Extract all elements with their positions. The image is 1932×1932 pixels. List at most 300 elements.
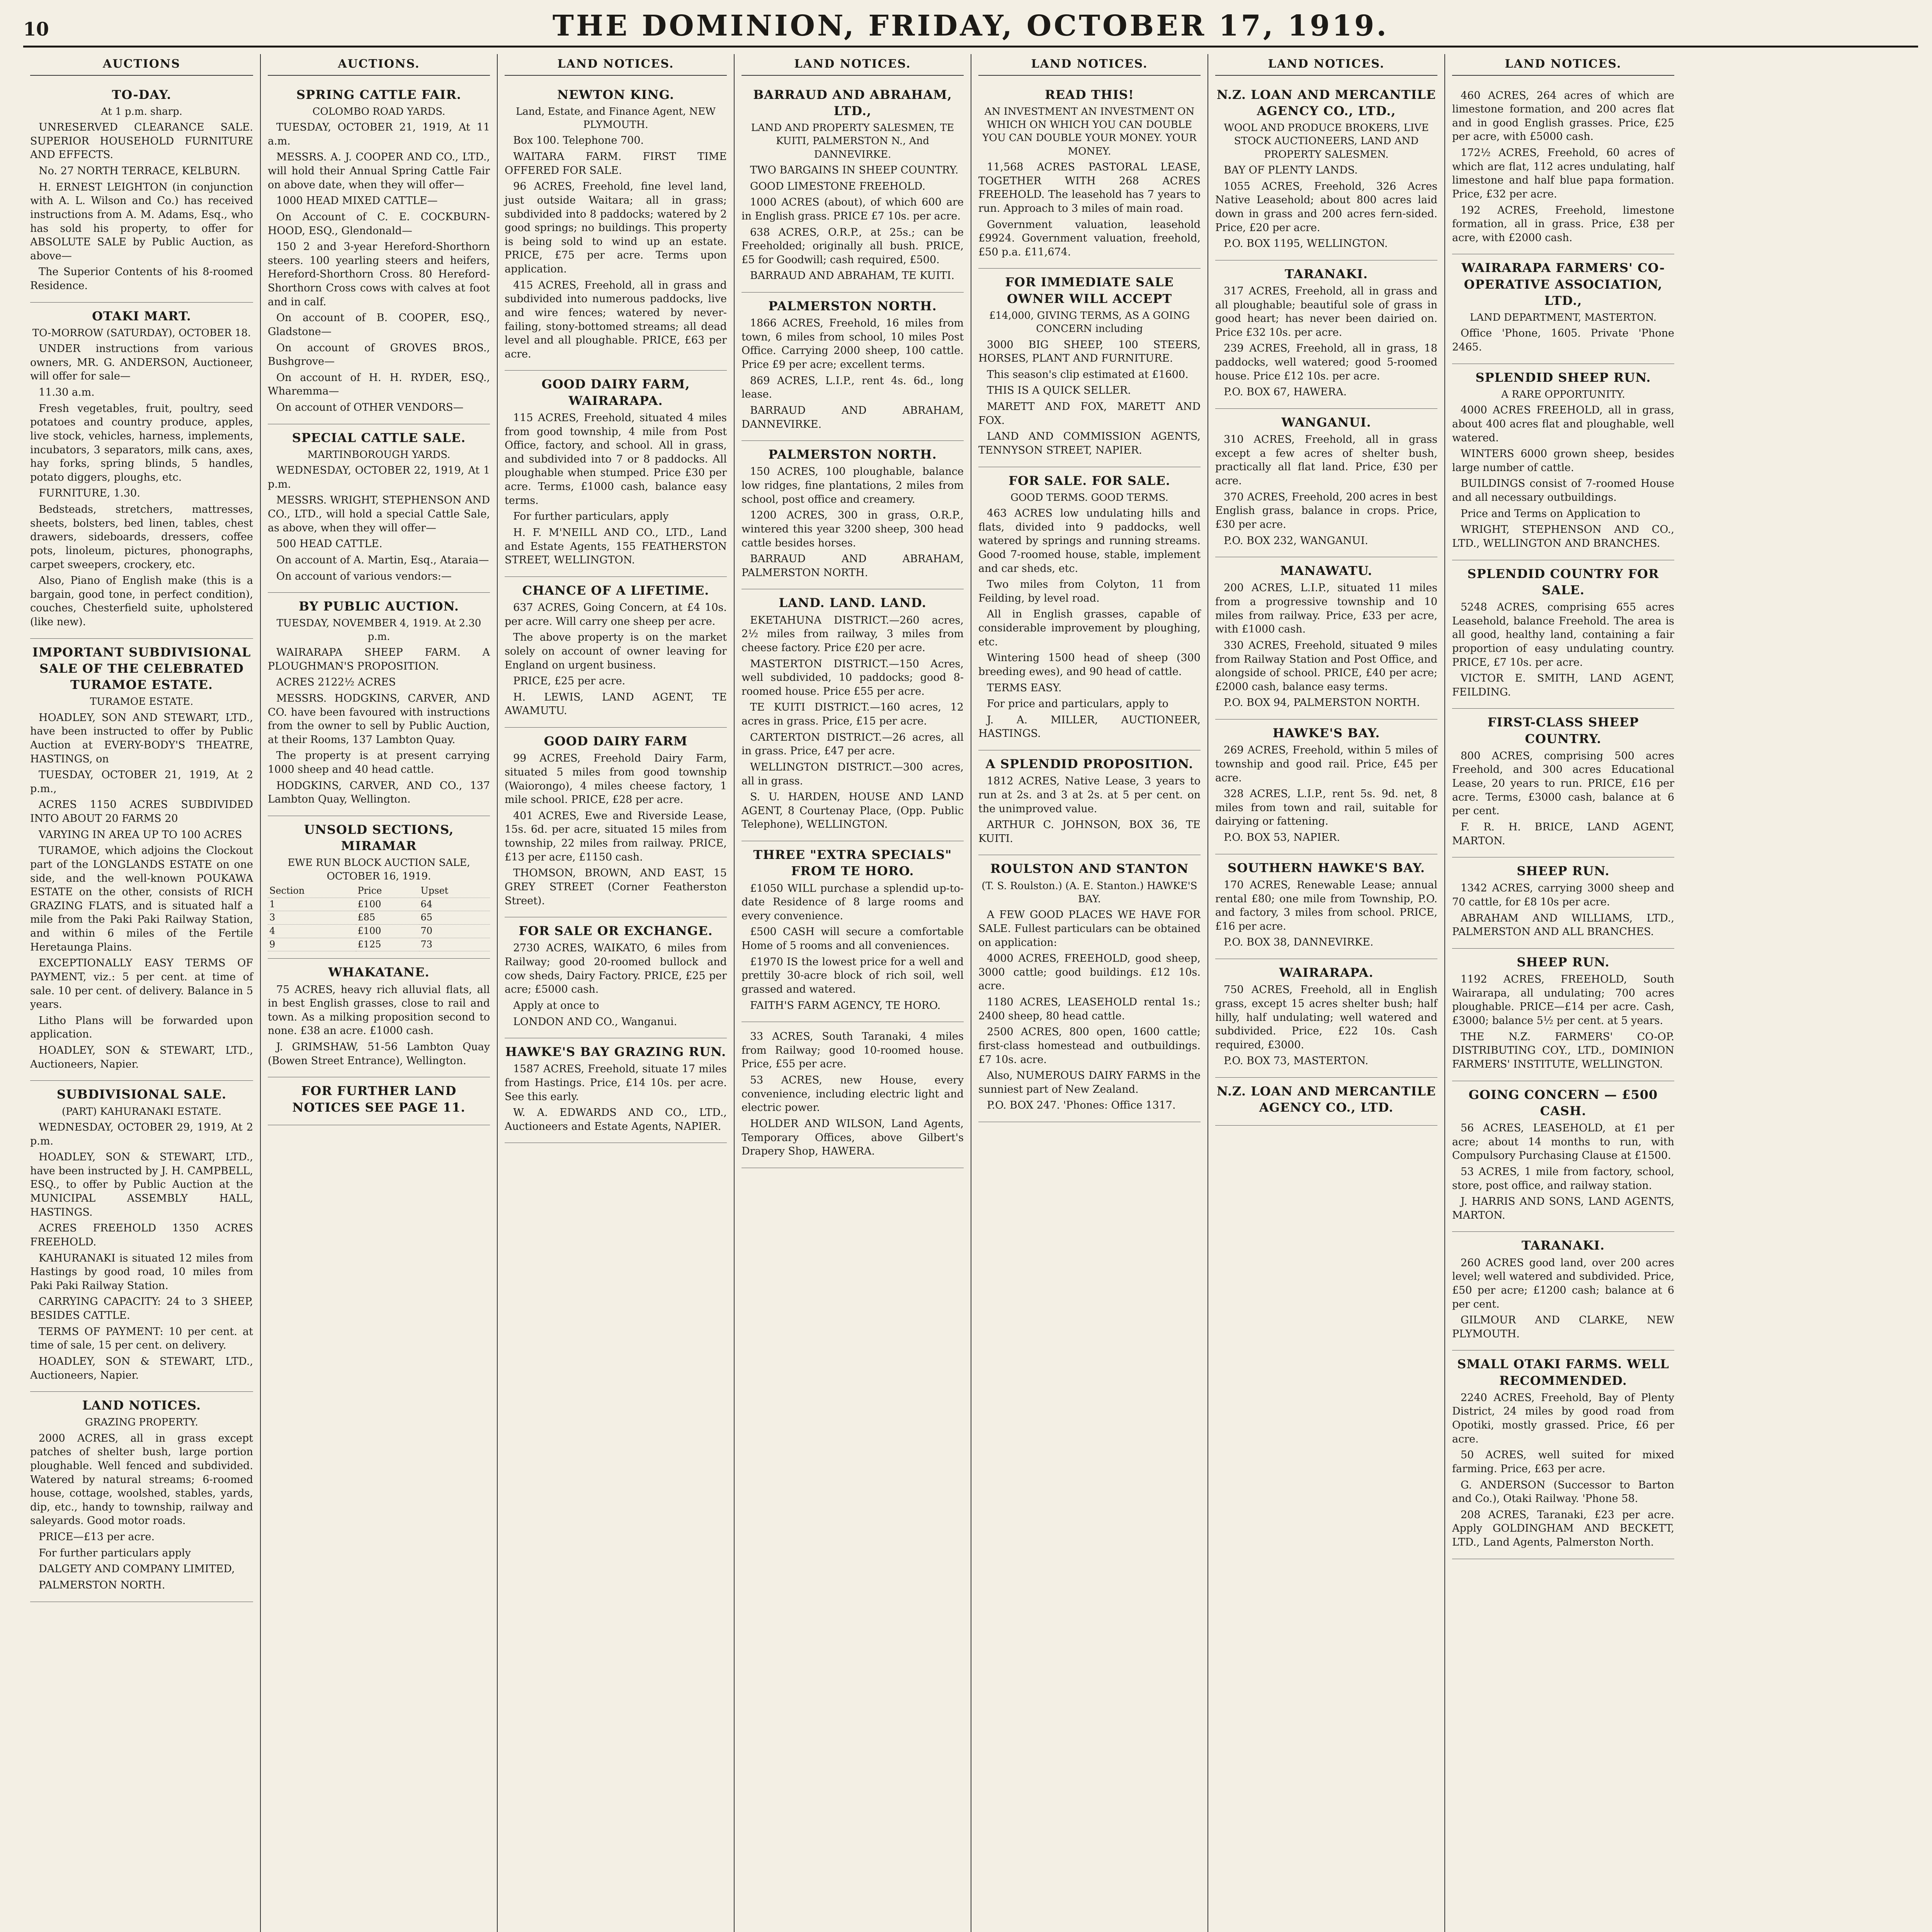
ad-paragraph: WAITARA FARM. FIRST TIME OFFERED FOR SALE. [505,151,727,177]
ad-paragraph: £500 CASH will secure a comfortable Home of 5 rooms and all conveniences. [742,926,964,952]
advertisement [978,467,1201,751]
ad-subtitle: At 1 p.m. sharp. [101,105,182,117]
ad-paragraph: 2000 ACRES, all in grass except patches of shelter bush, large portion ploughable. Well fenced and subdivided. Watered by natural streams; 6-roomed house, cottage, woolshed, stables, yards, dip, etc., handy to township, railway and saleyards. Good motor roads. [30,1432,253,1527]
ad-paragraph: J. GRIMSHAW, 51-56 Lambton Quay (Bowen Street Entrance), Wellington. [268,1041,490,1067]
ad-paragraph: 53 ACRES, new House, every convenience, including electric light and electric power. [742,1074,964,1114]
table-cell: 65 [419,911,490,925]
ad-paragraph: For further particulars, apply [513,510,669,523]
ad-paragraph: J. HARRIS AND SONS, LAND AGENTS, MARTON. [1452,1196,1674,1221]
ad-paragraph: Price and Terms on Application to [1461,507,1641,520]
ad-subtitle: £14,000, GIVING TERMS, AS A GOING CONCERN including [989,310,1190,335]
column-1 [23,54,260,1932]
column-heading: AUCTIONS [30,54,253,76]
ad-paragraph: TUESDAY, OCTOBER 21, 1919, At 11 a.m. [268,121,490,147]
ad-paragraph: On account of H. H. RYDER, ESQ., Wharemma— [268,371,490,398]
column-6 [1208,54,1444,1932]
ad-paragraph: On account of GROVES BROS., Bushgrove— [268,342,490,368]
advertisement [742,841,964,1022]
ad-subtitle: AN INVESTMENT AN INVESTMENT ON WHICH ON WHICH YOU CAN DOUBLE YOU CAN DOUBLE YOUR MONEY. YOUR MONEY. [982,105,1197,157]
ad-paragraph: EXCEPTIONALLY EASY TERMS OF PAYMENT, viz.: 5 per cent. at time of sale. 10 per cent. of delivery. Balance in 5 years. [30,957,253,1011]
advertisement [268,816,490,959]
ad-paragraph: 310 ACRES, Freehold, all in grass except a few acres of shelter bush, practically all flat land. Price, £30 per acre. [1215,434,1437,487]
ad-subtitle: MARTINBOROUGH YARDS. [307,449,451,461]
ad-subtitle: Land, Estate, and Finance Agent, NEW PLYMOUTH. [515,105,716,131]
column-5 [971,54,1208,1932]
ad-subtitle: (PART) KAHURANAKI ESTATE. [61,1105,222,1117]
ad-paragraph: HODGKINS, CARVER, AND CO., 137 Lambton Quay, Wellington. [268,779,490,806]
ad-paragraph: ACRES 2122½ ACRES [276,676,396,689]
ad-paragraph: 637 ACRES, Going Concern, at £4 10s. per acre. Will carry one sheep per acre. [505,602,727,628]
ad-paragraph: 75 ACRES, heavy rich alluvial flats, all in best English grasses, close to rail and town. As a milking proposition second to none. £38 an acre. £1000 cash. [268,983,490,1037]
ad-paragraph: 150 2 and 3-year Hereford-Shorthorn steers. 100 yearling steers and heifers, Hereford-Shorthorn Cross. 80 Hereford-Shorthorn Cross cows with calves at foot and in calf. [268,241,490,308]
advertisement [1215,409,1437,557]
ad-paragraph: FAITH'S FARM AGENCY, TE HORO. [750,999,941,1012]
table-cell: £100 [356,898,419,911]
ad-title: SPLENDID COUNTRY FOR SALE. [1467,566,1659,597]
column-7 [1444,54,1681,1932]
ad-paragraph: 328 ACRES, L.I.P., rent 5s. 9d. net, 8 miles from town and rail, suitable for dairying or fattening. [1215,788,1437,828]
ad-paragraph: 50 ACRES, well suited for mixed farming. Price, £63 per acre. [1452,1449,1674,1475]
ad-paragraph: 53 ACRES, 1 mile from factory, school, store, post office, and railway station. [1452,1165,1674,1192]
advertisement [1215,854,1437,959]
table-row [268,938,490,951]
ad-subtitle: (T. S. Roulston.) (A. E. Stanton.) HAWKE'S BAY. [981,880,1197,905]
ad-paragraph: 96 ACRES, Freehold, fine level land, just outside Waitara; all in grass; subdivided into 8 paddocks; watered by 2 good springs; no buildings. This property is being sold to wind up an estate. PRICE, £75 per acre. Terms upon application. [505,180,727,276]
ad-paragraph: 11.30 a.m. [39,386,95,399]
ad-paragraph: ACRES FREEHOLD 1350 ACRES FREEHOLD. [30,1222,253,1248]
ad-paragraph: THIS IS A QUICK SELLER. [987,384,1131,397]
ad-subtitle: TURAMOE ESTATE. [90,696,194,708]
ad-paragraph: TWO BARGAINS IN SHEEP COUNTRY. [750,164,959,176]
ad-paragraph: TUESDAY, OCTOBER 21, 1919, At 2 p.m., [30,769,253,795]
ad-paragraph: PALMERSTON NORTH. [39,1579,165,1591]
ad-paragraph: BUILDINGS consist of 7-roomed House and all necessary outbuildings. [1452,478,1674,504]
ad-subtitle: GRAZING PROPERTY. [85,1417,198,1429]
ad-title: HAWKE'S BAY GRAZING RUN. [505,1044,726,1060]
masthead [23,7,1918,48]
ad-paragraph: MESSRS. A. J. COOPER AND CO., LTD., will hold their Annual Spring Cattle Fair on above date, when they will offer— [268,151,490,191]
ad-title: SHEEP RUN. [1517,954,1610,969]
column-heading: LAND NOTICES. [978,54,1201,76]
ad-paragraph: On account of A. Martin, Esq., Ataraia— [276,554,489,566]
ad-paragraph: CARRYING CAPACITY: 24 to 3 SHEEP, BESIDES CATTLE. [30,1296,253,1321]
ad-title: FOR IMMEDIATE SALE OWNER WILL ACCEPT [1005,275,1174,306]
ad-paragraph: WELLINGTON DISTRICT.—300 acres, all in grass. [742,761,964,787]
ad-title: IMPORTANT SUBDIVISIONAL SALE OF THE CELEBRATED TURAMOE ESTATE. [32,645,251,692]
ad-subtitle: TO-MORROW (SATURDAY), OCTOBER 18. [32,327,251,339]
ad-title: HAWKE'S BAY. [1272,726,1380,741]
ad-paragraph: HOADLEY, SON & STEWART, LTD., Auctioneers, Napier. [30,1044,253,1070]
ad-title: UNSOLD SECTIONS, MIRAMAR [304,822,454,854]
ad-paragraph: On Account of C. E. COCKBURN-HOOD, ESQ., Glendonald— [268,211,490,237]
ad-paragraph: P.O. BOX 232, WANGANUI. [1224,534,1368,547]
ad-paragraph: 638 ACRES, O.R.P., at 25s.; can be Freeholded; originally all bush. PRICE, £5 for Goodwill; cash required, £500. [742,226,964,266]
ad-paragraph: TERMS EASY. [987,682,1062,694]
table-cell: 64 [419,898,490,911]
ad-paragraph: S. U. HARDEN, HOUSE AND LAND AGENT, 8 Courtenay Place, (Opp. Public Telephone), WELLINGTON. [742,791,964,831]
ad-title: WANGANUI. [1281,415,1371,430]
advertisement [1452,364,1674,560]
ad-paragraph: 115 ACRES, Freehold, situated 4 miles from good township, 4 mile from Post Office, factory, and school. All in grass, and subdivided into 7 or 8 paddocks. All ploughable when stumped. Price £30 per acre. Terms, £1000 cash, balance easy terms. [505,412,727,507]
advertisement [1215,719,1437,854]
advertisement [1452,1081,1674,1232]
ad-paragraph: MESSRS. HODGKINS, CARVER, AND CO. have been favoured with instructions from the owner to sell by Public Auction, at their Rooms, 137 Lambton Quay. [268,692,490,746]
ad-title: SPLENDID SHEEP RUN. [1475,370,1651,385]
ad-subtitle: A RARE OPPORTUNITY. [1501,388,1625,400]
ad-paragraph: 3000 BIG SHEEP, 100 STEERS, HORSES, PLANT AND FURNITURE. [978,338,1201,365]
ad-paragraph: Wintering 1500 head of sheep (300 breeding ewes), and 90 head of cattle. [978,652,1201,678]
advertisement [1452,1350,1674,1559]
ad-paragraph: 1055 ACRES, Freehold, 326 Acres Native Leasehold; about 800 acres laid down in grass and 200 acres fern-sided. Price, £20 per acre. [1215,180,1437,234]
ad-paragraph: 750 ACRES, Freehold, all in English grass, except 15 acres shelter bush; half hilly, half undulating; well watered and subdivided. Price, £22 10s. Cash required, £3000. [1215,984,1437,1051]
ad-paragraph: FURNITURE, 1.30. [39,487,140,500]
ad-title: SPRING CATTLE FAIR. [296,87,461,102]
ad-title: FOR FURTHER LAND NOTICES SEE PAGE 11. [292,1083,466,1115]
ad-paragraph: WAIRARAPA SHEEP FARM. A PLOUGHMAN'S PROPOSITION. [268,646,490,672]
ad-paragraph: On account of OTHER VENDORS— [276,401,464,414]
ad-paragraph: Also, NUMEROUS DAIRY FARMS in the sunniest part of New Zealand. [978,1070,1201,1095]
ad-title: FOR SALE. FOR SALE. [1009,473,1170,488]
advertisement [1452,709,1674,857]
ad-paragraph: No. 27 NORTH TERRACE, KELBURN. [39,165,240,177]
ad-paragraph: PRICE, £25 per acre. [513,675,626,687]
sections-table [268,884,490,951]
ad-paragraph: 208 ACRES, Taranaki, £23 per acre. Apply GOLDINGHAM AND BECKETT, LTD., Land Agents, Palmerston North. [1452,1509,1674,1549]
column-heading: LAND NOTICES. [1215,54,1437,76]
table-cell: 73 [419,938,490,951]
ad-paragraph: P.O. BOX 247. 'Phones: Office 1317. [987,1099,1176,1112]
ad-paragraph: ARTHUR C. JOHNSON, BOX 36, TE KUITI. [978,819,1201,845]
advertisement [268,1077,490,1125]
column-heading: AUCTIONS. [268,54,490,76]
ad-paragraph: HOADLEY, SON & STEWART, LTD., have been instructed by J. H. CAMPBELL, ESQ., to offer by Public Auction at the MUNICIPAL ASSEMBLY HALL, HASTINGS. [30,1151,253,1218]
ad-paragraph: 1192 ACRES, FREEHOLD, South Wairarapa, all undulating; 700 acres ploughable. PRICE—£14 per acre. Cash, £3000; balance 5½ per cent. at 5 years. [1452,973,1674,1027]
table-row [268,898,490,911]
ad-paragraph: Two miles from Colyton, 11 from Feilding, by level road. [978,578,1201,604]
ad-paragraph: 200 ACRES, L.I.P., situated 11 miles from a progressive township and 10 miles from railway. Price, £33 per acre, with £1000 cash. [1215,582,1437,636]
advertisement [30,1081,253,1392]
ad-subtitle: TUESDAY, NOVEMBER 4, 1919. At 2.30 p.m. [276,617,481,643]
ad-paragraph: MASTERTON DISTRICT.—150 Acres, well subdivided, 10 paddocks; good 8-roomed house. Price £55 per acre. [742,658,964,697]
ad-paragraph: VARYING IN AREA UP TO 100 ACRES [39,828,242,841]
ad-paragraph: 330 ACRES, Freehold, situated 9 miles from Railway Station and Post Office, and alongside of school. PRICE, £40 per acre; £2000 cash, balance easy terms. [1215,639,1437,693]
column-heading: LAND NOTICES. [505,54,727,76]
ad-paragraph: A FEW GOOD PLACES WE HAVE FOR SALE. Fullest particulars can be obtained on application: [978,909,1201,949]
ad-title: LAND. LAND. LAND. [779,595,927,611]
advertisement [978,750,1201,855]
table-cell: 3 [268,911,356,925]
ad-title: READ THIS! [1045,87,1134,102]
ad-paragraph: UNDER instructions from various owners, MR. G. ANDERSON, Auctioneer, will offer for sale— [30,343,253,383]
ad-paragraph: MESSRS. WRIGHT, STEPHENSON AND CO., LTD., will hold a special Cattle Sale, as above, when they will offer— [268,494,490,534]
ad-paragraph: WRIGHT, STEPHENSON AND CO., LTD., WELLINGTON AND BRANCHES. [1452,524,1674,549]
advertisement [1452,1232,1674,1350]
table-header-cell: Price [356,884,419,898]
column-grid [23,54,1918,1932]
masthead-title: THE DOMINION, FRIDAY, OCTOBER 17, 1919. [552,9,1389,43]
ad-subtitle: GOOD TERMS. GOOD TERMS. [1010,492,1168,503]
ad-paragraph: 317 ACRES, Freehold, all in grass and all ploughable; beautiful sole of grass in good heart; has never been dairied on. Price £32 10s. per acre. [1215,285,1437,338]
ad-paragraph: 463 ACRES low undulating hills and flats, divided into 9 paddocks, well watered by springs and running streams. Good 7-roomed house, stable, implement and car sheds, etc. [978,507,1201,575]
ad-title: NEWTON KING. [557,87,674,102]
ad-title: SUBDIVISIONAL SALE. [56,1087,227,1102]
ad-paragraph: LONDON AND CO., Wanganui. [513,1015,677,1028]
advertisement [742,81,964,293]
advertisement [268,424,490,593]
advertisement [1215,260,1437,409]
table-header-cell: Section [268,884,356,898]
ad-paragraph: PRICE—£13 per acre. [39,1531,155,1543]
ad-title: SMALL OTAKI FARMS. WELL RECOMMENDED. [1457,1357,1669,1388]
ad-paragraph: G. ANDERSON (Successor to Barton and Co.), Otaki Railway. 'Phone 58. [1452,1479,1674,1505]
ad-title: THREE "EXTRA SPECIALS" FROM TE HORO. [753,847,952,879]
table-cell: 4 [268,925,356,938]
ad-title: FOR SALE OR EXCHANGE. [519,923,713,939]
ad-title: N.Z. LOAN AND MERCANTILE AGENCY CO., LTD. [1216,1084,1436,1115]
ad-paragraph: P.O. BOX 1195, WELLINGTON. [1224,238,1388,250]
ad-paragraph: 33 ACRES, South Taranaki, 4 miles from Railway; good 10-roomed house. Price, £55 per acre. [742,1031,964,1070]
ad-paragraph: 2500 ACRES, 800 open, 1600 cattle; first-class homestead and outbuildings. £7 10s. acre. [978,1026,1201,1066]
advertisement [268,593,490,816]
ad-subtitle: EWE RUN BLOCK AUCTION SALE, OCTOBER 16, 1919. [287,857,470,882]
ad-paragraph: UNRESERVED CLEARANCE SALE. SUPERIOR HOUSEHOLD FURNITURE AND EFFECTS. [30,121,253,161]
ad-paragraph: BARRAUD AND ABRAHAM, TE KUITI. [750,270,955,282]
ad-title: GOOD DAIRY FARM, WAIRARAPA. [541,377,690,408]
advertisement [30,303,253,639]
advertisement [742,293,964,441]
column-heading: LAND NOTICES. [742,54,964,76]
advertisement [30,1392,253,1602]
ad-paragraph: KAHURANAKI is situated 12 miles from Hastings by good road, 10 miles from Paki Paki Railway Station. [30,1252,253,1292]
column-heading: LAND NOTICES. [1452,54,1674,76]
advertisement [505,371,727,577]
advertisement [268,81,490,424]
ad-paragraph: H. F. M'NEILL AND CO., LTD., Land and Estate Agents, 155 FEATHERSTON STREET, WELLINGTON. [505,526,727,566]
advertisement [505,81,727,371]
ad-paragraph: WINTERS 6000 grown sheep, besides large number of cattle. [1452,448,1674,474]
advertisement [978,81,1201,269]
ad-paragraph: 172½ ACRES, Freehold, 60 acres of which are flat, 112 acres undulating, half limestone and half blue papa formation. Price, £32 per acre. [1452,147,1674,200]
ad-paragraph: TURAMOE, which adjoins the Clockout part of the LONGLANDS ESTATE on one side, and the well-known POUKAWA ESTATE on the other, consists of RICH GRAZING FLATS, and is situated half a mile from the Paki Paki Railway Station, and within 6 miles of the Fertile Heretaunga Plains. [30,845,253,953]
ad-paragraph: 170 ACRES, Renewable Lease; annual rental £80; one mile from Township, P.O. and factory, 3 miles from school. PRICE, £16 per acre. [1215,879,1437,932]
advertisement [505,577,727,728]
ad-paragraph: THOMSON, BROWN, AND EAST, 15 GREY STREET (Corner Featherston Street). [505,867,727,907]
ad-paragraph: Fresh vegetables, fruit, poultry, seed potatoes and country produce, apples, live stock, vehicles, harness, implements, incubators, 3 separators, milk cans, axes, hay forks, spring blinds, 5 handles, potato diggers, ploughs, etc. [30,402,253,483]
ad-title: FIRST-CLASS SHEEP COUNTRY. [1487,715,1639,746]
ad-paragraph: Apply at once to [513,999,599,1012]
ad-paragraph: 2730 ACRES, WAIKATO, 6 miles from Railway; good 20-roomed bullock and cow sheds, Dairy Factory. PRICE, £25 per acre; £5000 cash. [505,942,727,996]
advertisement [268,959,490,1077]
ad-paragraph: HOADLEY, SON & STEWART, LTD., Auctioneers, Napier. [30,1355,253,1381]
ad-title: BY PUBLIC AUCTION. [299,599,459,614]
table-cell: 70 [419,925,490,938]
ad-paragraph: MARETT AND FOX, MARETT AND FOX. [978,401,1201,427]
advertisement [742,441,964,589]
advertisement [978,855,1201,1122]
advertisement [1215,1078,1437,1125]
ad-paragraph: TE KUITI DISTRICT.—160 acres, 12 acres in grass. Price, £15 per acre. [742,701,964,728]
ad-title: LAND NOTICES. [82,1398,201,1413]
ad-title: PALMERSTON NORTH. [768,447,937,462]
ad-title: GOING CONCERN — £500 CASH. [1468,1087,1658,1118]
ad-paragraph: HOLDER AND WILSON, Land Agents, Temporary Offices, above Gilbert's Drapery Shop, HAWERA. [742,1117,964,1158]
ad-title: SHEEP RUN. [1517,864,1610,879]
table-row [268,911,490,925]
ad-paragraph: 99 ACRES, Freehold Dairy Farm, situated 5 miles from good township (Waiorongo), 4 miles cheese factory, 1 mile school. PRICE, £28 per acre. [505,752,727,806]
ad-subtitle: LAND DEPARTMENT, MASTERTON. [1469,312,1657,324]
ad-paragraph: 500 HEAD CATTLE. [276,538,383,550]
advertisement [30,639,253,1081]
ad-paragraph: BARRAUD AND ABRAHAM, PALMERSTON NORTH. [742,553,964,579]
ad-paragraph: 5248 ACRES, comprising 655 acres Leasehold, balance Freehold. The area is all good, healthy land, containing a fair proportion of easy undulating country. PRICE, £7 10s. per acre. [1452,601,1674,668]
ad-paragraph: WEDNESDAY, OCTOBER 22, 1919, At 1 p.m. [268,464,490,490]
ad-subtitle: WOOL AND PRODUCE BROKERS, LIVE STOCK AUCTIONEERS, LAND AND PROPERTY SALESMEN. [1224,122,1429,160]
ad-paragraph: £1050 WILL purchase a splendid up-to-date Residence of 8 large rooms and every convenience. [742,882,964,922]
ad-paragraph: CARTERTON DISTRICT.—26 acres, all in grass. Price, £47 per acre. [742,731,964,757]
ad-subtitle: LAND AND PROPERTY SALESMEN, TE KUITI, PALMERSTON N., And DANNEVIRKE. [751,122,954,160]
ad-paragraph: THE N.Z. FARMERS' CO-OP. DISTRIBUTING COY., LTD., DOMINION FARMERS' INSTITUTE, WELLINGTON. [1452,1031,1674,1070]
ad-paragraph: BAY OF PLENTY LANDS. [1224,164,1358,176]
ad-paragraph: 11,568 ACRES PASTORAL LEASE, TOGETHER WITH 268 ACRES FREEHOLD. The leasehold has 7 years to run. Approach to 3 miles of main road. [978,161,1201,214]
ad-paragraph: Also, Piano of English make (this is a bargain, good tone, in perfect condition), couches, Chesterfield suite, upholstered (like new). [30,575,253,628]
advertisement [505,1038,727,1143]
ad-title: OTAKI MART. [92,308,191,323]
ad-paragraph: Litho Plans will be forwarded upon application. [30,1014,253,1041]
ad-paragraph: 1180 ACRES, LEASEHOLD rental 1s.; 2400 sheep, 80 head cattle. [978,996,1201,1022]
ad-paragraph: 401 ACRES, Ewe and Riverside Lease, 15s. 6d. per acre, situated 15 miles from township, 22 miles from railway. PRICE, £13 per acre, £1150 cash. [505,810,727,863]
table-cell: 9 [268,938,356,951]
ad-paragraph: Box 100. Telephone 700. [513,134,644,147]
ad-paragraph: J. A. MILLER, AUCTIONEER, HASTINGS. [978,714,1201,740]
advertisement [742,1022,964,1168]
ad-paragraph: 239 ACRES, Freehold, all in grass, 18 paddocks, well watered; good 5-roomed house. Price £12 10s. per acre. [1215,342,1437,382]
advertisement [1215,81,1437,260]
advertisement [1215,959,1437,1078]
table-cell: £100 [356,925,419,938]
ad-paragraph: 269 ACRES, Freehold, within 5 miles of township and good rail. Price, £45 per acre. [1215,744,1437,784]
advertisement [742,589,964,841]
table-row [268,925,490,938]
ad-paragraph: 4000 ACRES, FREEHOLD, good sheep, 3000 cattle; good buildings. £12 10s. acre. [978,952,1201,992]
ad-title: WHAKATANE. [328,965,430,980]
ad-paragraph: 2240 ACRES, Freehold, Bay of Plenty District, 24 miles by good road from Opotiki, mostly grassed. Price, £6 per acre. [1452,1391,1674,1445]
ad-paragraph: 1342 ACRES, carrying 3000 sheep and 70 cattle, for £8 10s per acre. [1452,882,1674,908]
ad-paragraph: 869 ACRES, L.I.P., rent 4s. 6d., long lease. [742,374,964,401]
ad-paragraph: 1000 HEAD MIXED CATTLE— [276,195,438,207]
ad-paragraph: 4000 ACRES FREEHOLD, all in grass, about 400 acres flat and ploughable, well watered. [1452,404,1674,444]
ad-paragraph: GOOD LIMESTONE FREEHOLD. [750,180,925,192]
ad-title: MANAWATU. [1280,563,1372,578]
ad-paragraph: For further particulars apply [39,1547,191,1559]
column-4 [734,54,971,1932]
ad-paragraph: W. A. EDWARDS AND CO., LTD., Auctioneers and Estate Agents, NAPIER. [505,1107,727,1133]
column-2 [260,54,497,1932]
ad-paragraph: ABRAHAM AND WILLIAMS, LTD., PALMERSTON AND ALL BRANCHES. [1452,912,1674,938]
page-number: 10 [23,19,49,40]
ad-paragraph: Office 'Phone, 1605. Private 'Phone 2465. [1452,327,1674,354]
ad-paragraph: For price and particulars, apply to [987,698,1169,710]
advertisement [505,917,727,1038]
ad-paragraph: P.O. BOX 53, NAPIER. [1224,832,1340,844]
ad-paragraph: On account of B. COOPER, ESQ., Gladstone— [268,312,490,338]
ad-title: SPECIAL CATTLE SALE. [292,430,466,445]
ad-title: CHANCE OF A LIFETIME. [522,583,709,598]
ad-title: PALMERSTON NORTH. [768,299,937,313]
advertisement [505,728,727,917]
ad-paragraph: Bedsteads, stretchers, mattresses, sheets, bolsters, bed linen, tables, chest drawers, sideboards, dressers, coffee pots, linoleum, pictures, phonographs, carpet sweepers, crockery, etc. [30,503,253,571]
ad-paragraph: GILMOUR AND CLARKE, NEW PLYMOUTH. [1452,1314,1674,1340]
table-header-cell: Upset [419,884,490,898]
advertisement [978,269,1201,467]
ad-paragraph: H. LEWIS, LAND AGENT, TE AWAMUTU. [505,691,727,717]
ad-paragraph: VICTOR E. SMITH, LAND AGENT, FEILDING. [1452,672,1674,698]
advertisement [1452,560,1674,709]
table-cell: £85 [356,911,419,925]
ad-paragraph: This season's clip estimated at £1600. [987,368,1189,381]
ad-paragraph: F. R. H. BRICE, LAND AGENT, MARTON. [1452,821,1674,847]
ad-paragraph: P.O. BOX 94, PALMERSTON NORTH. [1224,697,1420,709]
ad-paragraph: P.O. BOX 73, MASTERTON. [1224,1055,1369,1067]
ad-paragraph: 1000 ACRES (about), of which 600 are in English grass. PRICE £7 10s. per acre. [742,196,964,222]
ad-paragraph: EKETAHUNA DISTRICT.—260 acres, 2½ miles from railway, 3 miles from cheese factory. Price £20 per acre. [742,614,964,654]
ad-paragraph: 415 ACRES, Freehold, all in grass and subdivided into numerous paddocks, live and wire fences; watered by never-failing, stony-bottomed streams; all dead level and all ploughable. PRICE, £63 per acre. [505,279,727,360]
ad-paragraph: LAND AND COMMISSION AGENTS, TENNYSON STREET, NAPIER. [978,430,1201,456]
ad-paragraph: The Superior Contents of his 8-roomed Residence. [30,266,253,292]
ad-title: A SPLENDID PROPOSITION. [985,757,1194,772]
ad-paragraph: HOADLEY, SON AND STEWART, LTD., have been instructed to offer by Public Auction at EVERY-BODY'S THEATRE, HASTINGS, on [30,711,253,765]
ad-paragraph: 1587 ACRES, Freehold, situate 17 miles from Hastings. Price, £14 10s. per acre. See this early. [505,1063,727,1103]
advertisement [1215,557,1437,719]
ad-paragraph: P.O. BOX 38, DANNEVIRKE. [1224,936,1374,949]
table-cell: 1 [268,898,356,911]
ad-paragraph: 260 ACRES good land, over 200 acres level; well watered and subdivided. Price, £50 per acre; £1200 cash; balance at 6 per cent. [1452,1257,1674,1310]
ad-paragraph: Government valuation, leasehold £9924. Government valuation, freehold, £50 p.a. £11,674. [978,218,1201,258]
ad-paragraph: BARRAUD AND ABRAHAM, DANNEVIRKE. [742,404,964,430]
ad-title: TO-DAY. [112,87,172,102]
ad-paragraph: 460 ACRES, 264 acres of which are limestone formation, and 200 acres flat and in good English grasses. Price, £25 per acre, with £5000 cash. [1452,89,1674,143]
ad-paragraph: 1866 ACRES, Freehold, 16 miles from town, 6 miles from school, 10 miles Post Office. Carrying 2000 sheep, 100 cattle. Price £9 per acre; excellent terms. [742,317,964,371]
ad-paragraph: 150 ACRES, 100 ploughable, balance low ridges, fine plantations, 2 miles from school, post office and creamery. [742,466,964,505]
ad-paragraph: 192 ACRES, Freehold, limestone formation, all in grass. Price, £38 per acre, with £2000 cash. [1452,204,1674,244]
ad-title: WAIRARAPA FARMERS' CO-OPERATIVE ASSOCIATION, LTD., [1461,260,1665,308]
advertisement [1452,949,1674,1081]
ad-paragraph: ACRES 1150 ACRES SUBDIVIDED INTO ABOUT 20 FARMS 20 [30,799,253,825]
ad-paragraph: On account of various vendors:— [276,570,452,582]
ad-paragraph: 56 ACRES, LEASEHOLD, at £1 per acre; about 14 months to run, with Compulsory Purchasing Clause at £1500. [1452,1122,1674,1162]
ad-paragraph: The property is at present carrying 1000 sheep and 40 head cattle. [268,750,490,776]
ad-paragraph: All in English grasses, capable of considerable improvement by ploughing, etc. [978,608,1201,648]
ad-title: N.Z. LOAN AND MERCANTILE AGENCY CO., LTD., [1216,87,1436,118]
ad-paragraph: WEDNESDAY, OCTOBER 29, 1919, At 2 p.m. [30,1121,253,1147]
ad-title: WAIRARAPA. [1279,965,1374,980]
ad-paragraph: H. ERNEST LEIGHTON (in conjunction with A. L. Wilson and Co.) has received instructions from A. M. Adams, Esq., who has sold his property, to offer for ABSOLUTE SALE by Public Auction, as above— [30,181,253,262]
ad-paragraph: 1200 ACRES, 300 in grass, O.R.P., wintered this year 3200 sheep, 300 head cattle besides horses. [742,509,964,549]
table-cell: £125 [356,938,419,951]
advertisement [1452,254,1674,364]
ad-title: TARANAKI. [1521,1238,1605,1253]
ad-title: SOUTHERN HAWKE'S BAY. [1227,860,1425,875]
ad-title: GOOD DAIRY FARM [544,734,688,749]
advertisement [1452,81,1674,255]
ad-title: BARRAUD AND ABRAHAM, LTD., [753,87,952,118]
ad-paragraph: The above property is on the market solely on account of owner leaving for England on urgent business. [505,631,727,671]
ad-paragraph: DALGETY AND COMPANY LIMITED, [39,1563,235,1575]
advertisement [30,81,253,303]
ad-subtitle: COLOMBO ROAD YARDS. [312,105,446,117]
ad-title: TARANAKI. [1284,266,1368,281]
advertisement [1452,857,1674,949]
column-3 [497,54,734,1932]
